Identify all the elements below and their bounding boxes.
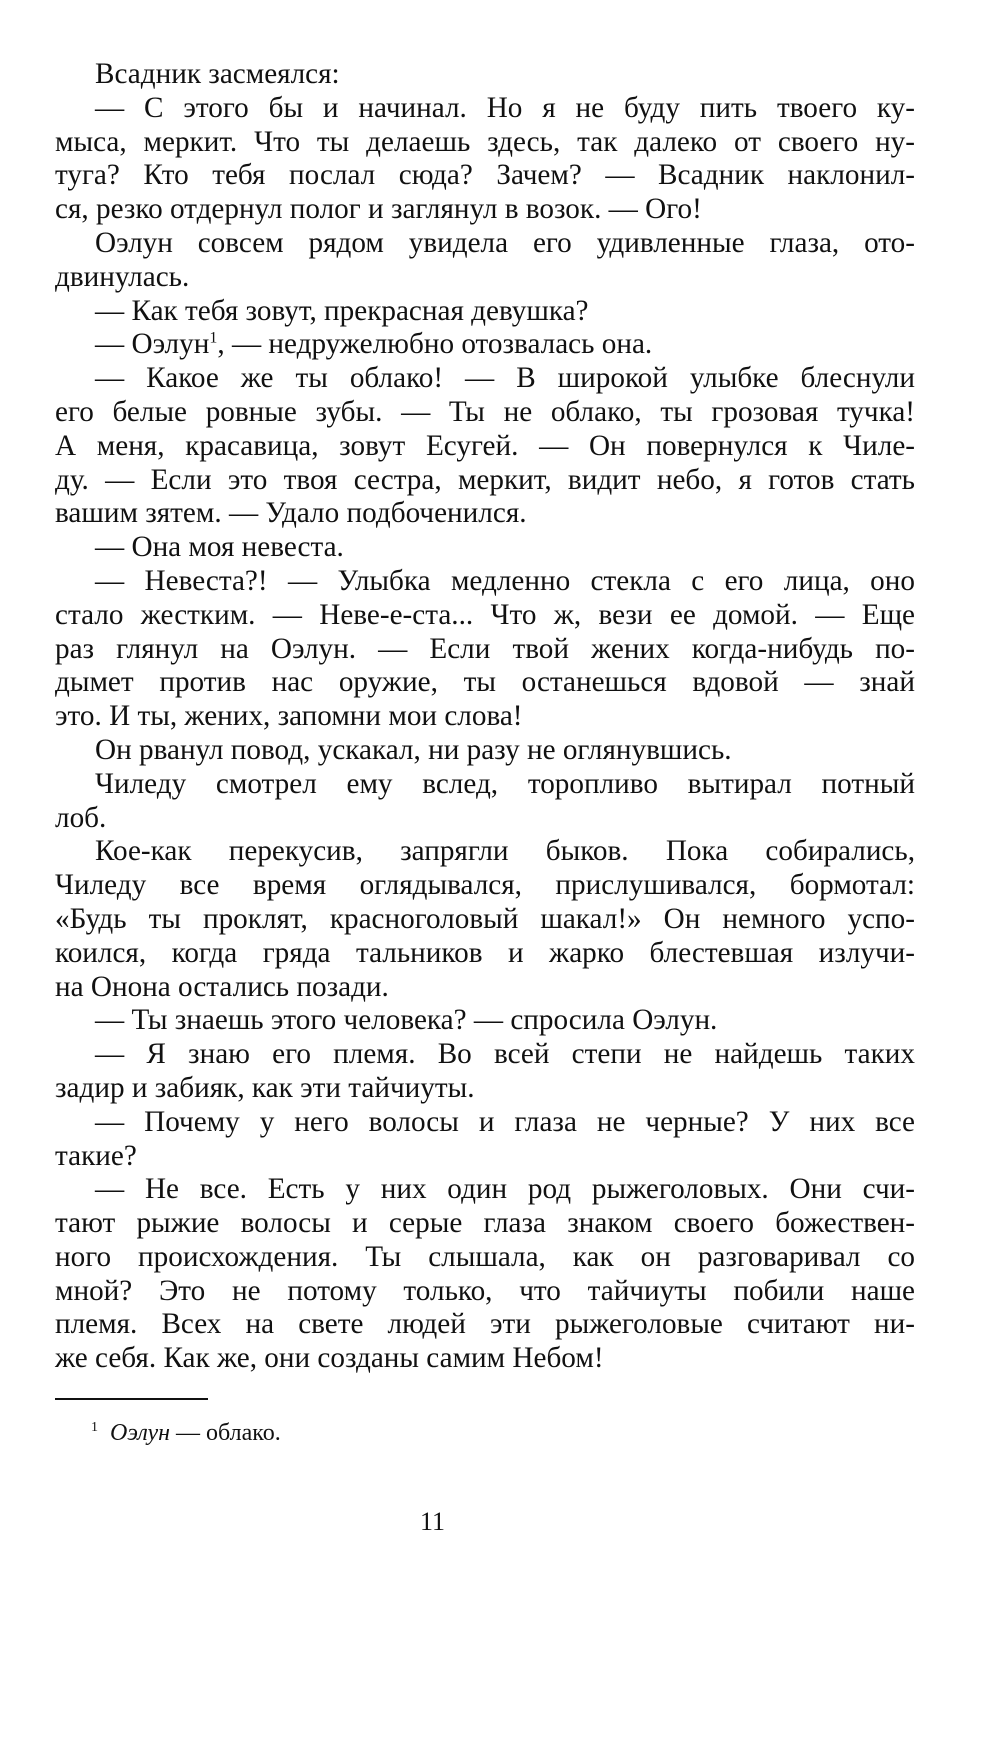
text-line: А меня, красавица, зовут Есугей. — Он повернулся к Чиле- — [55, 429, 915, 462]
footnote — [91, 1418, 281, 1448]
text-line: коился, когда гряда тальников и жарко блестевшая излучи- — [55, 936, 915, 969]
text-fragment: — Оэлун — [95, 328, 210, 361]
text-line: Чиледу смотрел ему вслед, торопливо вытирал потный — [95, 767, 915, 800]
text-line: — Почему у него волосы и глаза не черные? У них все — [95, 1105, 915, 1138]
footnote-reference: 1 — [209, 329, 218, 347]
main-text — [55, 58, 915, 1376]
text-line: — Невеста?! — Улыбка медленно стекла с его лица, оно — [95, 564, 915, 597]
text-line: Чиледу все время оглядывался, прислушивался, бормотал: — [55, 869, 915, 902]
text-line: такие? — [55, 1139, 137, 1172]
text-line: тают рыжие волосы и серые глаза знаком своего божествен- — [55, 1207, 915, 1240]
page-body — [55, 58, 915, 1376]
text-line: мыса, меркит. Что ты делаешь здесь, так далеко от своего ну- — [55, 125, 915, 158]
text-line: туга? Кто тебя послал сюда? Зачем? — Всадник наклонил- — [55, 159, 915, 192]
text-line: это. И ты, жених, запомни мои слова! — [55, 700, 523, 733]
footnote-definition: — облако. — [170, 1420, 281, 1446]
text-line: его белые ровные зубы. — Ты не облако, ты грозовая тучка! — [55, 395, 915, 428]
footnote-marker: 1 — [91, 1420, 98, 1435]
text-line: ся, резко отдернул полог и заглянул в возок. — Ого! — [55, 193, 702, 226]
text-line — [55, 328, 915, 362]
text-line: — Я знаю его племя. Во всей степи не найдешь таких — [95, 1038, 915, 1071]
text-line: — Ты знаешь этого человека? — спросила Оэлун. — [95, 1004, 718, 1037]
footnote-term: Оэлун — [110, 1420, 171, 1446]
text-line: племя. Всех на свете людей эти рыжеголовые считают ни- — [55, 1308, 915, 1341]
text-line: — С этого бы и начинал. Но я не буду пить твоего ку- — [95, 91, 915, 124]
text-line: вашим зятем. — Удало подбоченился. — [55, 497, 527, 530]
text-line: Оэлун совсем рядом увидела его удивленные глаза, ото- — [95, 226, 915, 259]
page-number: 11 — [419, 1507, 446, 1536]
text-line: мной? Это не потому только, что тайчиуты побили наше — [55, 1274, 915, 1307]
text-line: задир и забияк, как эти тайчиуты. — [55, 1071, 475, 1104]
text-line: «Будь ты проклят, красноголовый шакал!» Он немного успо- — [55, 902, 915, 935]
text-line: лоб. — [55, 801, 107, 834]
text-line: Кое-как перекусив, запрягли быков. Пока собирались, — [95, 835, 915, 868]
text-line: Всадник засмеялся: — [95, 58, 340, 90]
text-line: — Она моя невеста. — [95, 531, 344, 564]
text-line: двинулась. — [55, 260, 190, 293]
footnote-divider — [55, 1398, 208, 1400]
text-line: ного происхождения. Ты слышала, как он разговаривал со — [55, 1240, 915, 1273]
text-line: — Как тебя зовут, прекрасная девушка? — [95, 294, 589, 327]
text-line: ду. — Если это твоя сестра, меркит, видит небо, я готов стать — [55, 463, 915, 496]
text-line: — Какое же ты облако! — В широкой улыбке блеснули — [95, 362, 915, 395]
text-line: Он рванул повод, ускакал, ни разу не оглянувшись. — [95, 733, 732, 766]
text-line: на Онона остались позади. — [55, 970, 389, 1003]
text-line: дымет против нас оружие, ты останешься вдовой — знай — [55, 666, 915, 699]
text-fragment: , — недружелюбно отозвалась она. — [217, 328, 653, 361]
text-line: стало жестким. — Неве-е-ста... Что ж, вези ее домой. — Еще — [55, 598, 915, 631]
text-line: — Не все. Есть у них один род рыжеголовых. Они счи- — [95, 1173, 915, 1206]
text-line: раз глянул на Оэлун. — Если твой жених когда-нибудь по- — [55, 632, 915, 665]
text-line: же себя. Как же, они созданы самим Небом! — [55, 1342, 604, 1375]
